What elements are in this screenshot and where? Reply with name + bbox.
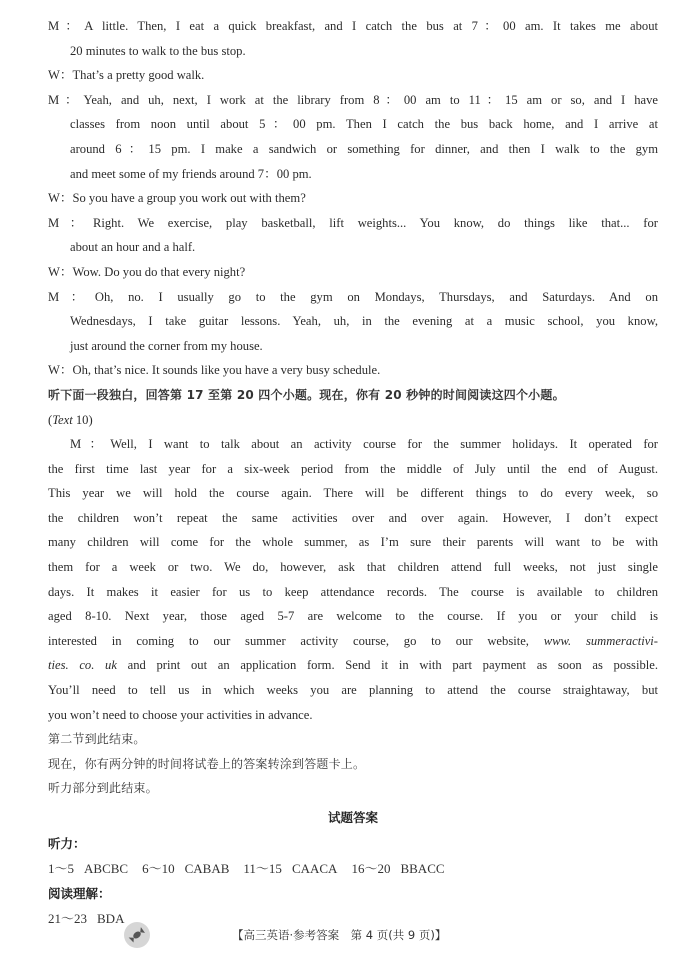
website-link-part2: ties. co. uk xyxy=(48,658,117,673)
dialogue-line: W：Oh, that’s nice. It sounds like you have a very busy schedule. xyxy=(48,363,381,378)
answers-title: 试题答案 xyxy=(327,810,378,825)
answer-group xyxy=(243,861,337,876)
transfer-note: 现在，你有两分钟的时间将试卷上的答案转涂到答题卡上。 xyxy=(48,756,366,771)
answer-range: 1～5 xyxy=(48,861,75,876)
dialogue-line: about an hour and a half. xyxy=(70,240,196,255)
monologue-line: the first time last year for a six-week period from the middle of July until the end of August. xyxy=(48,461,658,476)
monologue-line: them for a week or two. We do, however, ask that children attend full weeks, not just single xyxy=(48,560,658,575)
document-page xyxy=(48,14,658,931)
dialogue-line: 20 minutes to walk to the bus stop. xyxy=(70,43,246,58)
listening-label: 听力： xyxy=(48,836,86,851)
dialogue-line: around 6：15 pm. I make a sandwich or something for dinner, and then I walk to the gym xyxy=(70,141,658,156)
answer-key: BBACC xyxy=(400,861,445,876)
monologue-line: This year we will hold the course again. There will be different things to do every week, so xyxy=(48,486,658,501)
footer-page-info: 【高三英语·参考答案 第 4 页(共 9 页)】 xyxy=(232,928,447,942)
monologue-text: and print out an application form. Send it in with part payment as soon as possible. xyxy=(127,658,658,673)
monologue-line: days. It makes it easier for us to keep attendance records. The course is available to children xyxy=(48,584,658,599)
text-label-open: ( xyxy=(48,412,53,427)
dialogue-line: classes from noon until about 5：00 pm. Then I catch the bus back home, and I arrive at xyxy=(70,117,658,132)
monologue-line xyxy=(48,653,658,678)
dialogue-line: M：A little. Then, I eat a quick breakfast, and I catch the bus at 7：00 am. It takes me about xyxy=(48,19,658,33)
dialogue-line: W：That’s a pretty good walk. xyxy=(48,68,205,83)
instruction-text: 听下面一段独白，回答第 17 至第 20 四个小题。现在，你有 20 秒钟的时间阅读这四个小题。 xyxy=(48,387,565,402)
listening-end-note: 听力部分到此结束。 xyxy=(48,781,158,796)
answer-key: CABAB xyxy=(184,861,230,876)
monologue-text: interested in coming to our summer activity course, go to our website, xyxy=(48,633,544,648)
monologue-line: many children will come for the whole summer, as I’m sure their parents will want to be with xyxy=(48,535,658,550)
answer-range: 11～15 xyxy=(243,861,282,876)
monologue-line: You’ll need to tell us in which weeks you are planning to attend the course straightaway, but xyxy=(48,683,658,698)
monologue-line: the children won’t repeat the same activities over and over again. However, I don’t expect xyxy=(48,510,658,525)
answer-range: 6～10 xyxy=(142,861,175,876)
monologue-line: M：Well, I want to talk about an activity course for the summer holidays. It operated for xyxy=(70,437,658,452)
monologue xyxy=(48,432,658,727)
dialogue-line: W：So you have a group you work out with them? xyxy=(48,191,306,206)
dialogue-line: M：Yeah, and uh, next, I work at the library from 8：00 am to 11：15 am or so, and I have xyxy=(48,92,658,107)
monologue-line: aged 8-10. Next year, those aged 5-7 are welcome to the course. If you or your child is xyxy=(48,609,658,624)
answer-group xyxy=(351,861,444,876)
answer-range: 21～23 xyxy=(48,911,88,926)
answer-key: BDA xyxy=(97,911,125,926)
answer-group xyxy=(48,861,128,876)
reading-label: 阅读理解： xyxy=(48,886,111,901)
page-footer xyxy=(0,922,687,952)
monologue-line xyxy=(48,629,658,654)
section-end-note: 第二节到此结束。 xyxy=(48,732,146,747)
dialogue-line: W：Wow. Do you do that every night? xyxy=(48,264,246,279)
text-label xyxy=(48,408,658,433)
dialogue-line: M：Oh, no. I usually go to the gym on Mondays, Thursdays, and Saturdays. And on xyxy=(48,289,658,304)
listening-answers xyxy=(48,856,658,881)
monologue-line: you won’t need to choose your activities in advance. xyxy=(48,707,313,722)
dialogue-line: M：Right. We exercise, play basketball, lift weights... You know, do things like that... for xyxy=(48,215,658,230)
text-label-number: 10) xyxy=(72,412,93,427)
dialogue xyxy=(48,14,658,383)
answer-group xyxy=(142,861,229,876)
dialogue-line: just around the corner from my house. xyxy=(70,338,263,353)
dialogue-line: and meet some of my friends around 7：00 pm. xyxy=(70,166,312,181)
answer-key: CAACA xyxy=(291,861,338,876)
text-label-italic: Text xyxy=(52,412,73,427)
dialogue-line: Wednesdays, I take guitar lessons. Yeah, uh, in the evening at a music school, you know, xyxy=(70,314,658,329)
candy-icon xyxy=(124,922,150,948)
answer-key: ABCBC xyxy=(84,861,129,876)
website-link-part1: www. summeractivi- xyxy=(543,633,658,648)
answer-range: 16～20 xyxy=(351,861,391,876)
